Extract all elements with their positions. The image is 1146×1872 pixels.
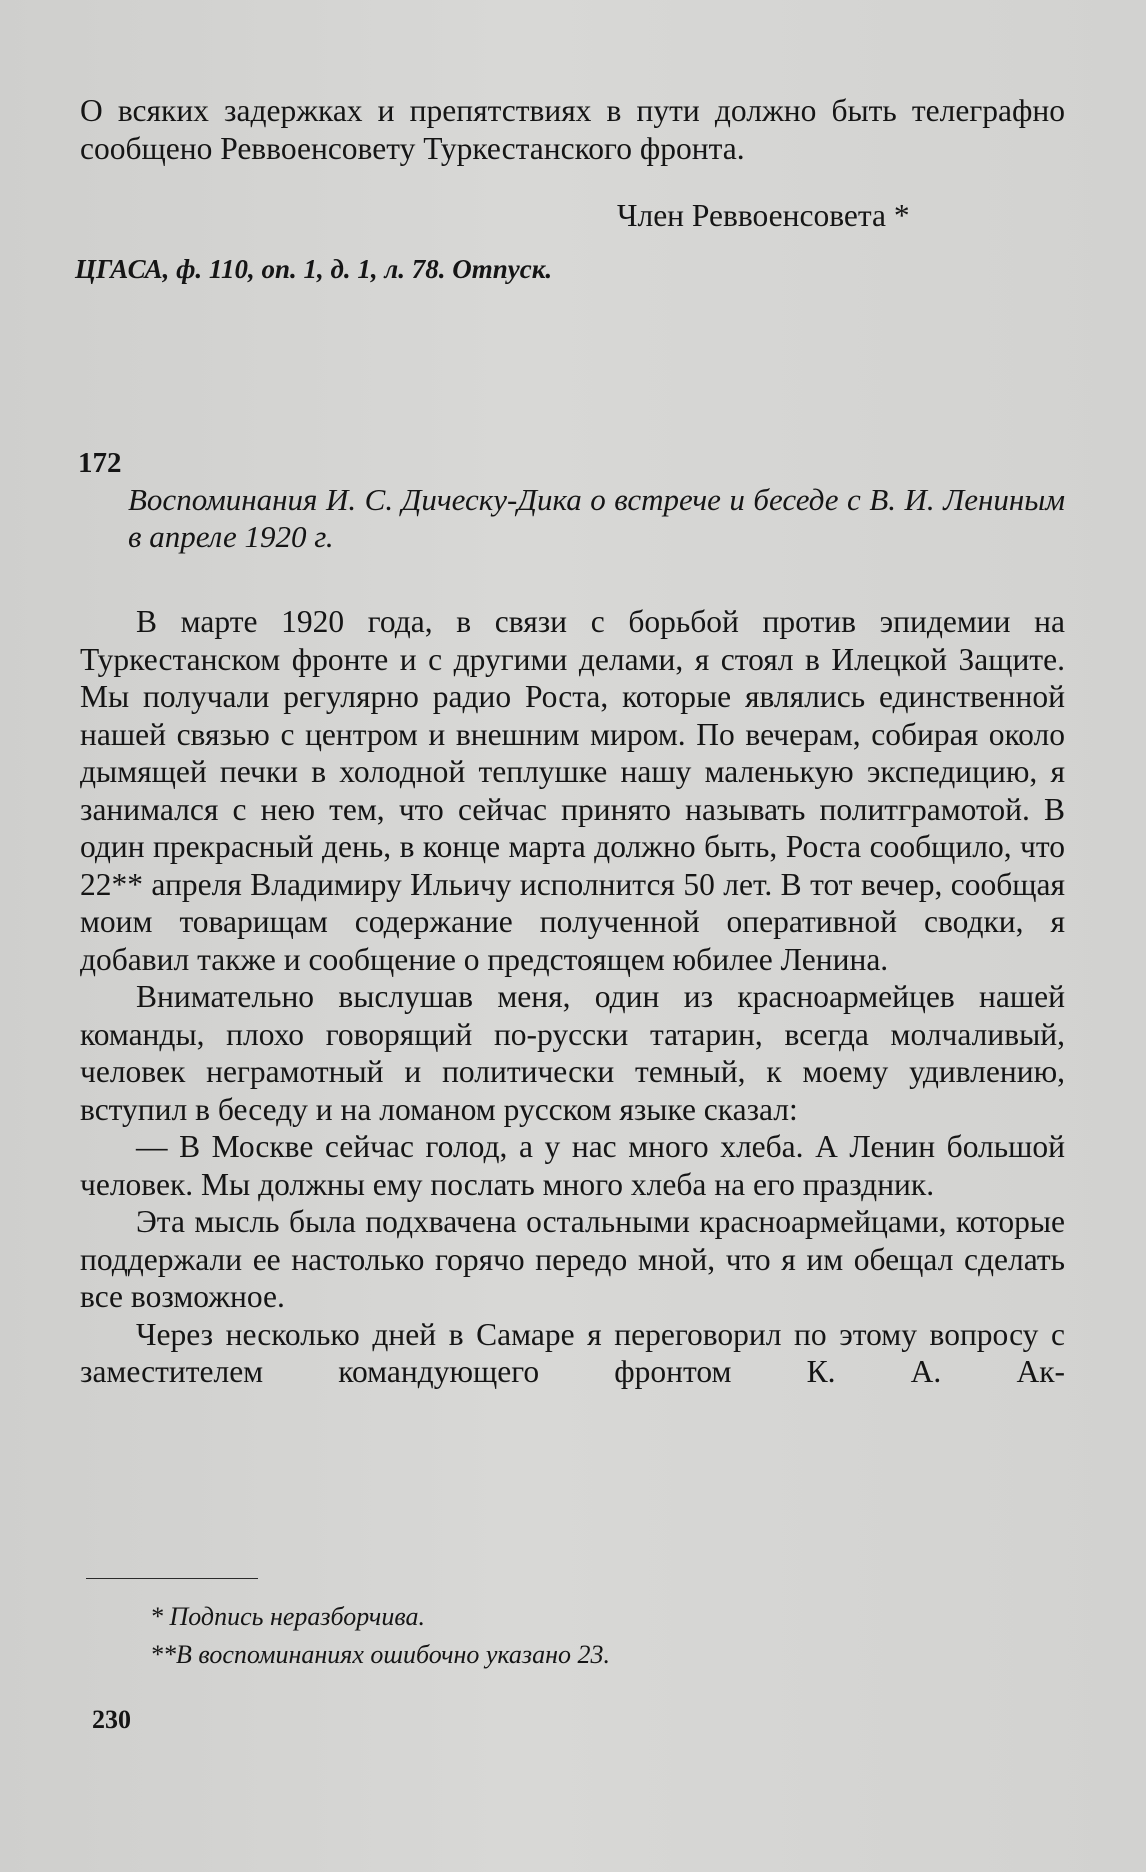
signature-line: Член Реввоенсовета * — [617, 198, 910, 233]
footnote-2: **В воспоминаниях ошибочно указано 23. — [150, 1640, 610, 1669]
document-title: Воспоминания И. С. Дическу-Дика о встрече и беседе с В. И. Лениным в апреле 1920 г. — [128, 482, 1065, 554]
intro-paragraph: О всяких задержках и препятствиях в пути должно быть телеграфно сообщено Реввоенсовету Туркестанского фронта. — [80, 93, 1065, 166]
footnote-1: * Подпись неразборчива. — [150, 1602, 425, 1631]
body-paragraph-2: Внимательно выслушав меня, один из красноармейцев нашей команды, плохо говорящий по-русски татарин, всегда молчаливый, человек неграмотный и политически темный, к моему удивлению, вступил в беседу и на ломаном русском языке сказал: — [80, 979, 1065, 1127]
footnote-divider — [86, 1578, 258, 1579]
document-body — [80, 603, 1065, 1391]
archive-reference: ЦГАСА, ф. 110, оп. 1, д. 1, л. 78. Отпуск. — [75, 254, 553, 284]
body-paragraph-4: Эта мысль была подхвачена остальными красноармейцами, которые поддержали ее настолько горячо передо мной, что я им обещал сделать все возможное. — [80, 1204, 1065, 1314]
page-number: 230 — [92, 1705, 131, 1734]
body-paragraph-5: Через несколько дней в Самаре я переговорил по этому вопросу с заместителем командующего фронтом К. А. Ак- — [80, 1316, 1065, 1389]
document-number: 172 — [78, 447, 122, 479]
body-paragraph-1: В марте 1920 года, в связи с борьбой против эпидемии на Туркестанском фронте и с другими делами, я стоял в Илецкой Защите. Мы получали регулярно радио Роста, которые являлись единственной нашей связью с центром и внешним миром. По вечерам, собирая около дымящей печки в холодной теплушке нашу маленькую экспедицию, я занимался с нею тем, что сейчас принято называть политграмотой. В один прекрасный день, в конце марта должно быть, Роста сообщило, что 22** апреля Владимиру Ильичу исполнится 50 лет. В тот вечер, сообщая моим товарищам содержание полученной оперативной сводки, я добавил также и сообщение о предстоящем юбилее Ленина. — [80, 604, 1065, 977]
body-paragraph-3: — В Москве сейчас голод, а у нас много хлеба. А Ленин большой человек. Мы должны ему послать много хлеба на его праздник. — [80, 1129, 1065, 1202]
